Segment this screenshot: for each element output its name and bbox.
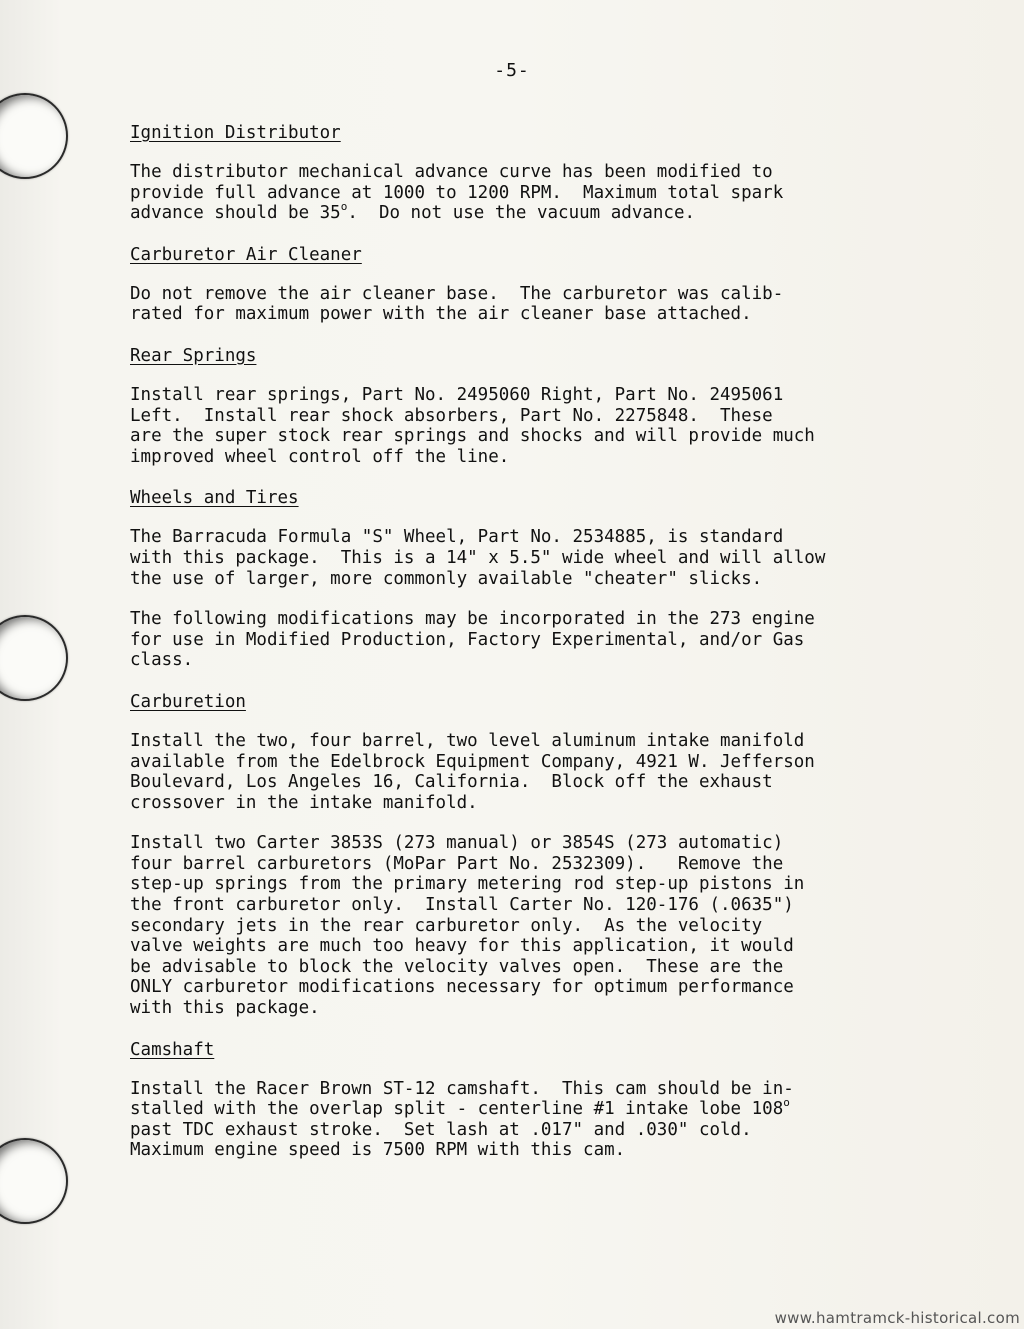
paragraph-carburetor-air-cleaner: Do not remove the air cleaner base. The carburetor was calib- rated for maximum power with the air cleaner base attached. <box>130 283 784 325</box>
degree-superscript: o <box>783 1096 790 1110</box>
section-heading-camshaft: Camshaft <box>130 1039 215 1060</box>
binder-hole <box>0 93 68 179</box>
binder-hole <box>0 1138 68 1224</box>
footer-watermark-url: www.hamtramck-historical.com <box>774 1309 1020 1327</box>
section-heading-carburetor-air-cleaner: Carburetor Air Cleaner <box>130 244 362 265</box>
paragraph-carburetion-manifold: Install the two, four barrel, two level aluminum intake manifold available from the Edelbrock Equipment Company, 4921 W. Jefferson Boulevard, Los Angeles 16, California. Block off the exhaust crossover in the intake manifold. <box>130 730 815 813</box>
paragraph-carburetion-carburetors: Install two Carter 3853S (273 manual) or 3854S (273 automatic) four barrel carburetors (MoPar Part No. 2532309). Remove the step-up springs from the primary metering rod step-up pistons in the front carburetor only. Install Carter No. 120-176 (.0635") secondary jets in the rear carburetor only. As the velocity valve weights are much too heavy for this application, it would be advisable to block the velocity valves open. These are the ONLY carburetor modifications necessary for optimum performance with this package. <box>130 833 805 1019</box>
paragraph-text: Install the Racer Brown ST-12 camshaft. This cam should be in- stalled with the overlap split - centerline #1 intake lobe 108 <box>130 1078 794 1120</box>
paragraph-modifications-intro: The following modifications may be incorporated in the 273 engine for use in Modified Production, Factory Experimental, and/or Gas class. <box>130 609 815 671</box>
paragraph-wheels-and-tires: The Barracuda Formula "S" Wheel, Part No. 2534885, is standard with this package. This is a 14" x 5.5" wide wheel and will allow the use of larger, more commonly available "cheater" slicks. <box>130 527 826 589</box>
section-heading-wheels-and-tires: Wheels and Tires <box>130 488 299 509</box>
section-heading-ignition-distributor: Ignition Distributor <box>130 123 341 143</box>
document-body <box>130 122 960 1181</box>
paragraph-text: . Do not use the vacuum advance. <box>347 203 696 224</box>
degree-superscript: o <box>340 200 348 214</box>
page-number: -5- <box>494 60 530 81</box>
paragraph-rear-springs: Install rear springs, Part No. 2495060 Right, Part No. 2495061 Left. Install rear shock absorbers, Part No. 2275848. These are the super stock rear springs and shocks and will provide much improved wheel control off the line. <box>130 384 815 467</box>
paragraph-ignition-distributor <box>130 162 960 224</box>
paragraph-text: past TDC exhaust stroke. Set lash at .017" and .030" cold. Maximum engine speed is 7500 RPM with this cam. <box>130 1119 752 1161</box>
paragraph-text: The distributor mechanical advance curve has been modified to provide full advance at 1000 to 1200 RPM. Maximum total spark advance should be 35 <box>130 162 784 224</box>
binder-hole <box>0 615 68 701</box>
section-heading-carburetion: Carburetion <box>130 691 246 712</box>
section-heading-rear-springs: Rear Springs <box>130 345 257 366</box>
paragraph-camshaft <box>130 1079 960 1161</box>
